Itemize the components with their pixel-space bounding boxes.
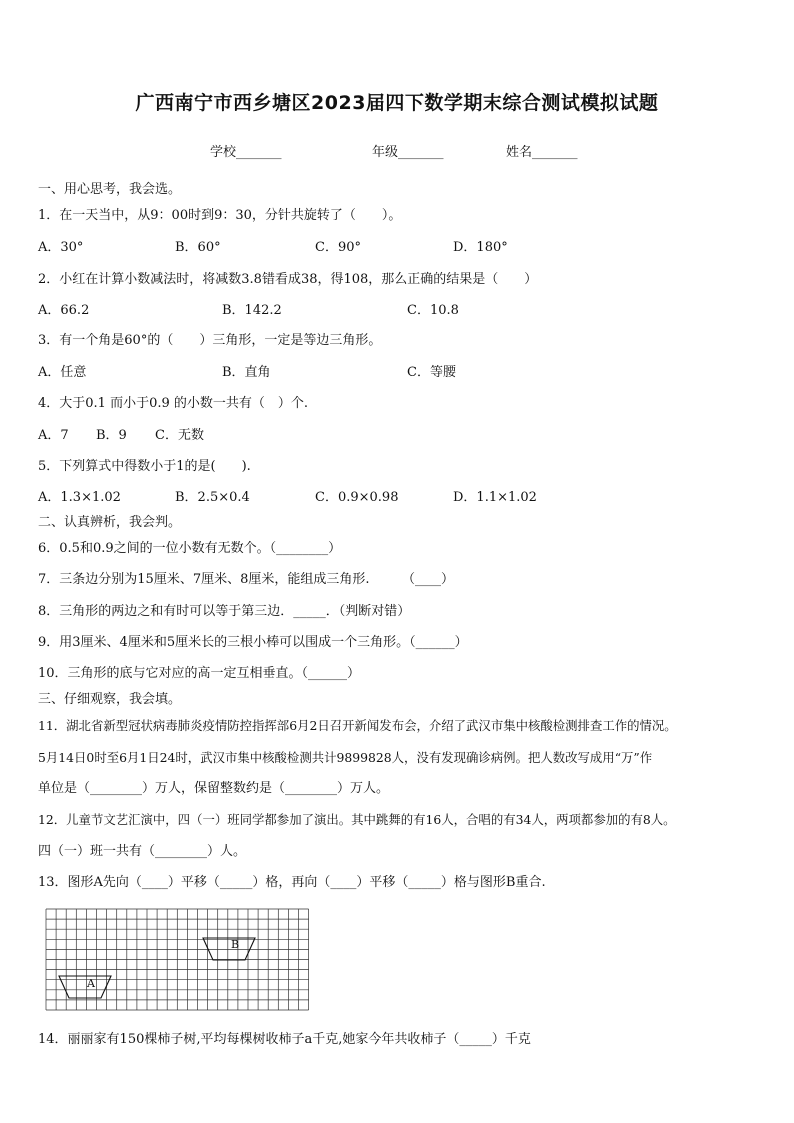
q13-grid-figure xyxy=(45,908,309,1018)
option: B．60° xyxy=(175,240,221,255)
page-title: 广西南宁市西乡塘区2023届四下数学期末综合测试模拟试题 xyxy=(135,92,659,114)
grid-svg xyxy=(45,908,309,1014)
section-heading: 一、用心思考，我会选。 xyxy=(38,182,182,197)
option: A．1.3×1.02 xyxy=(38,490,121,505)
option: B．142.2 xyxy=(222,303,282,318)
question-6: 6．0.5和0.9之间的一位小数有无数个。（________） xyxy=(38,541,342,556)
shape-b-label: B xyxy=(231,938,240,951)
question-1: 1．在一天当中，从9：00时到9：30，分针共旋转了（ ）。 xyxy=(38,208,402,223)
section-heading: 三、仔细观察，我会填。 xyxy=(38,692,182,707)
question-11-line2: 5月14日0时至6月1日24时，武汉市集中核酸检测共计9899828人，没有发现确诊病例。把人数改写成用“万”作 xyxy=(38,750,653,765)
option: D．180° xyxy=(453,240,508,255)
option: A．30° xyxy=(38,240,84,255)
grade-label: 年级 xyxy=(372,145,399,160)
option: B．直角 xyxy=(222,365,271,380)
question-3: 3．有一个角是60°的（ ）三角形，一定是等边三角形。 xyxy=(38,333,382,348)
question-5: 5．下列算式中得数小于1的是( ). xyxy=(38,459,251,474)
school-blank: _______ xyxy=(236,145,282,160)
option: C．10.8 xyxy=(407,303,459,318)
question-13: 13．图形A先向（____）平移（_____）格，再向（____）平移（_____）格与图形B重合. xyxy=(38,875,546,890)
shape-a-label: A xyxy=(87,977,95,990)
question-2: 2．小红在计算小数减法时，将减数3.8错看成38，得108，那么正确的结果是（ ） xyxy=(38,272,538,287)
option: C．0.9×0.98 xyxy=(315,490,399,505)
question-11-line3: 单位是（________）万人，保留整数约是（________）万人。 xyxy=(38,781,390,796)
option: A．任意 xyxy=(38,365,87,380)
option: B．9 xyxy=(96,428,127,443)
option: A．66.2 xyxy=(38,303,90,318)
section-heading: 二、认真辨析，我会判。 xyxy=(38,515,182,530)
option: C．90° xyxy=(315,240,361,255)
shape-b xyxy=(203,938,255,960)
question-4: 4．大于0.1 而小于0.9 的小数一共有（ ）个. xyxy=(38,396,309,411)
shape-a xyxy=(59,976,111,998)
question-12-line1: 12．儿童节文艺汇演中，四（一）班同学都参加了演出。其中跳舞的有16人，合唱的有34人，两项都参加的有8人。 xyxy=(38,812,676,827)
question-10: 10．三角形的底与它对应的高一定互相垂直。（______） xyxy=(38,666,361,681)
name-label: 姓名 xyxy=(506,145,533,160)
grade-field xyxy=(372,141,444,160)
grade-blank: _______ xyxy=(398,145,444,160)
question-14: 14．丽丽家有150棵柿子树,平均每棵树收柿子a千克,她家今年共收柿子（_____）千克 xyxy=(38,1032,531,1047)
question-11-line1: 11．湖北省新型冠状病毒肺炎疫情防控指挥部6月2日召开新闻发布会，介绍了武汉市集中核酸检测排查工作的情况。 xyxy=(38,718,677,733)
name-blank: _______ xyxy=(532,145,578,160)
question-8: 8．三角形的两边之和有时可以等于第三边．_____．（判断对错） xyxy=(38,604,411,619)
option: D．1.1×1.02 xyxy=(453,490,537,505)
option: C．等腰 xyxy=(407,365,456,380)
name-field xyxy=(506,141,578,160)
option: B．2.5×0.4 xyxy=(175,490,250,505)
grid-lines xyxy=(46,909,309,1010)
question-7: 7．三条边分别为15厘米、7厘米、8厘米，能组成三角形. （____） xyxy=(38,572,454,587)
option: C．无数 xyxy=(155,428,204,443)
option: A．7 xyxy=(38,428,69,443)
school-field xyxy=(210,141,282,160)
school-label: 学校 xyxy=(210,145,237,160)
question-9: 9．用3厘米、4厘米和5厘米长的三根小棒可以围成一个三角形。（______） xyxy=(38,635,468,650)
question-12-line2: 四（一）班一共有（________）人。 xyxy=(38,844,247,859)
